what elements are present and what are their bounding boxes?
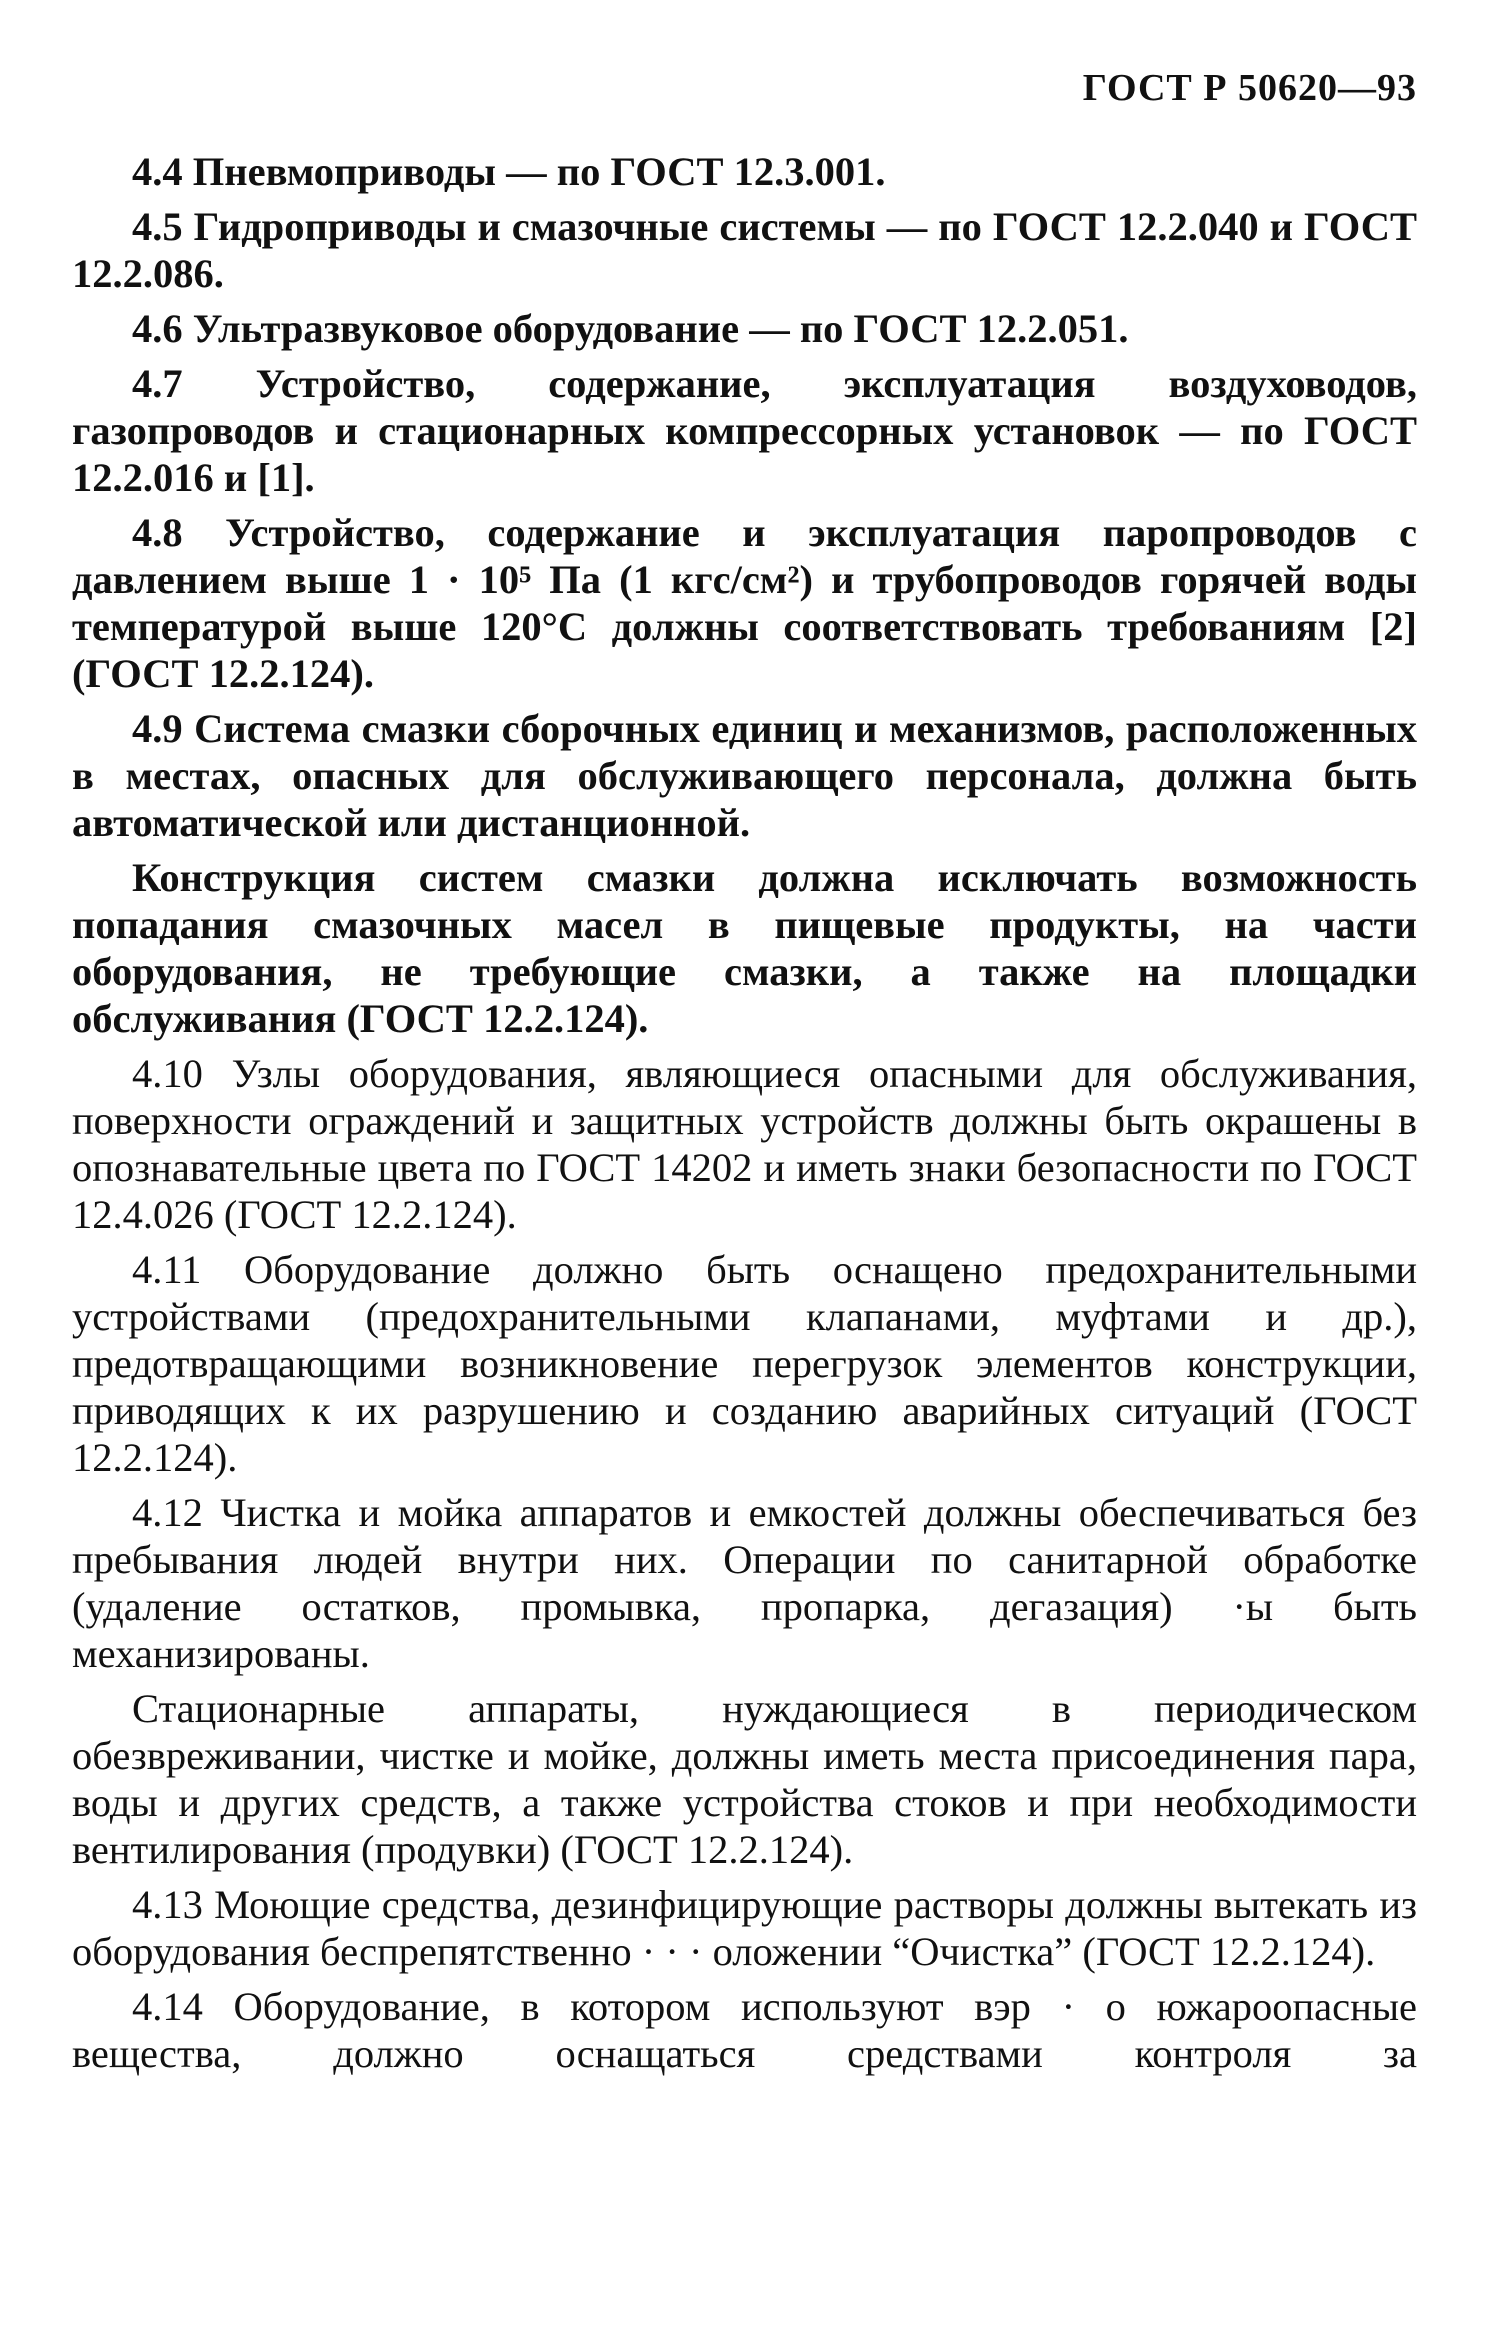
paragraph-4-5: 4.5 Гидроприводы и смазочные системы — по ГОСТ 12.2.040 и ГОСТ 12.2.086. — [72, 204, 1417, 296]
paragraph-4-10: 4.10 Узлы оборудования, являющиеся опасными для обслуживания, поверхности ограждений и защитных устройств должны быть окрашены в опознавательные цвета по ГОСТ 14202 и иметь знаки безопасности по ГОСТ 12.4.026 (ГОСТ 12.2.124). — [72, 1051, 1417, 1237]
running-header: ГОСТ Р 50620—93 — [1082, 67, 1417, 109]
paragraph-4-8: 4.8 Устройство, содержание и эксплуатация паропроводов с давлением выше 1 · 10⁵ Па (1 кгс/см²) и трубопроводов горячей воды температурой выше 120°С должны соответствовать требованиям [2] (ГОСТ 12.2.124). — [72, 510, 1417, 696]
paragraph-4-7: 4.7 Устройство, содержание, эксплуатация воздуховодов, газопроводов и стационарных компрессорных установок — по ГОСТ 12.2.016 и [1]. — [72, 361, 1417, 500]
paragraph-4-9-continued: Конструкция систем смазки должна исключать возможность попадания смазочных масел в пищевые продукты, на части оборудования, не требующие смазки, а также на площадки обслуживания (ГОСТ 12.2.124). — [72, 855, 1417, 1041]
paragraph-4-13: 4.13 Моющие средства, дезинфицирующие растворы должны вытекать из оборудования беспрепятственно · · · оложении “Очистка” (ГОСТ 12.2.124). — [72, 1882, 1417, 1974]
paragraph-4-14: 4.14 Оборудование, в котором используют вэр · о южароопасные вещества, должно оснащаться средствами контроля за — [72, 1984, 1417, 2076]
paragraph-4-12: 4.12 Чистка и мойка аппаратов и емкостей должны обеспечиваться без пребывания людей внутри них. Операции по санитарной обработке (удаление остатков, промывка, пропарка, дегазация) ·ы быть механизированы. — [72, 1490, 1417, 1676]
paragraph-4-9: 4.9 Система смазки сборочных единиц и механизмов, расположенных в местах, опасных для обслуживающего персонала, должна быть автоматической или дистанционной. — [72, 706, 1417, 845]
document-body — [72, 148, 1417, 2085]
paragraph-4-12-continued: Стационарные аппараты, нуждающиеся в периодическом обезвреживании, чистке и мойке, должны иметь места присоединения пара, воды и других средств, а также устройства стоков и при необходимости вентилирования (продувки) (ГОСТ 12.2.124). — [72, 1686, 1417, 1872]
paragraph-4-4: 4.4 Пневмоприводы — по ГОСТ 12.3.001. — [132, 149, 886, 194]
paragraph-4-6: 4.6 Ультразвуковое оборудование — по ГОСТ 12.2.051. — [132, 306, 1129, 351]
paragraph-4-11: 4.11 Оборудование должно быть оснащено предохранительными устройствами (предохранительными клапанами, муфтами и др.), предотвращающими возникновение перегрузок элементов конструкции, приводящих к их разрушению и созданию аварийных ситуаций (ГОСТ 12.2.124). — [72, 1247, 1417, 1480]
